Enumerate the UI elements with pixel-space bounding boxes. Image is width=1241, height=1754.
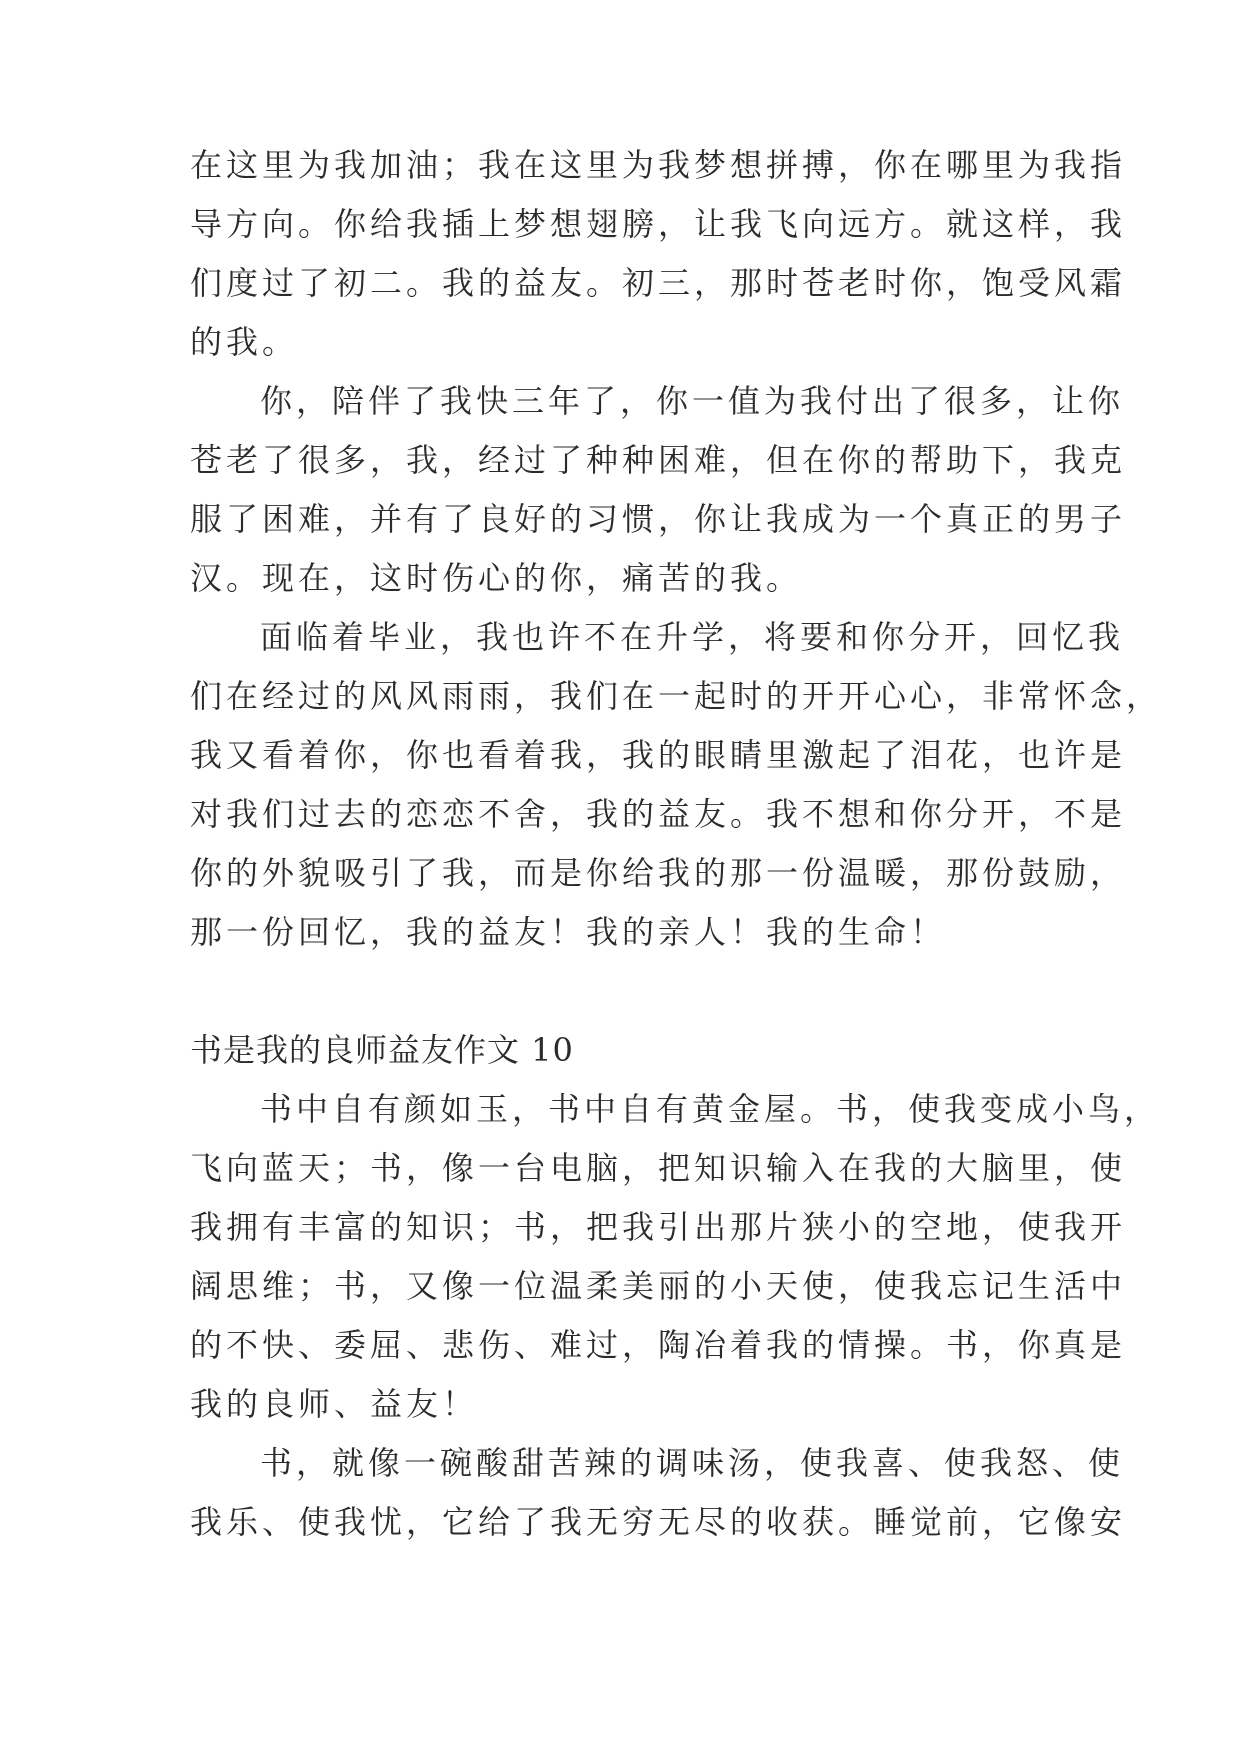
- text-line: 我乐、使我忧，它给了我无穷无尽的收获。睡觉前，它像安: [190, 1503, 1127, 1541]
- text-line: 我拥有丰富的知识；书，把我引出那片狭小的空地，使我开: [190, 1208, 1127, 1246]
- text-line: 我又看着你，你也看着我，我的眼睛里激起了泪花，也许是: [190, 736, 1127, 774]
- text-line: 导方向。你给我插上梦想翅膀，让我飞向远方。就这样，我: [190, 205, 1127, 243]
- section-heading: 书是我的良师益友作文 10: [190, 1031, 574, 1069]
- text-line: 面临着毕业，我也许不在升学，将要和你分开，回忆我: [260, 618, 1125, 656]
- section-gap: [190, 962, 1060, 1021]
- text-line: 书中自有颜如玉，书中自有黄金屋。书，使我变成小鸟，: [260, 1090, 1161, 1128]
- text-line: 们度过了初二。我的益友。初三，那时苍老时你，饱受风霜: [190, 264, 1127, 302]
- text-line: 的不快、委屈、悲伤、难过，陶冶着我的情操。书，你真是: [190, 1326, 1127, 1364]
- text-line: 苍老了很多，我，经过了种种困难，但在你的帮助下，我克: [190, 441, 1127, 479]
- text-line: 书，就像一碗酸甜苦辣的调味汤，使我喜、使我怒、使: [260, 1444, 1125, 1482]
- text-line: 你的外貌吸引了我，而是你给我的那一份温暖，那份鼓励，: [190, 854, 1127, 892]
- text-line: 飞向蓝天；书，像一台电脑，把知识输入在我的大脑里，使: [190, 1149, 1127, 1187]
- text-line: 那一份回忆，我的益友！我的亲人！我的生命！: [190, 913, 947, 951]
- text-line: 我的良师、益友！: [190, 1385, 479, 1423]
- document-body: [190, 136, 1163, 1552]
- text-line: 汉。现在，这时伤心的你，痛苦的我。: [190, 559, 803, 597]
- text-line: 你，陪伴了我快三年了，你一值为我付出了很多，让你: [260, 382, 1125, 420]
- text-line: 们在经过的风风雨雨，我们在一起时的开开心心，非常怀念，: [190, 677, 1163, 715]
- text-line: 服了困难，并有了良好的习惯，你让我成为一个真正的男子: [190, 500, 1127, 538]
- text-line: 在这里为我加油；我在这里为我梦想拼搏，你在哪里为我指: [190, 146, 1127, 184]
- text-line: 的我。: [190, 323, 299, 361]
- text-line: 对我们过去的恋恋不舍，我的益友。我不想和你分开，不是: [190, 795, 1127, 833]
- text-line: 阔思维；书，又像一位温柔美丽的小天使，使我忘记生活中: [190, 1267, 1127, 1305]
